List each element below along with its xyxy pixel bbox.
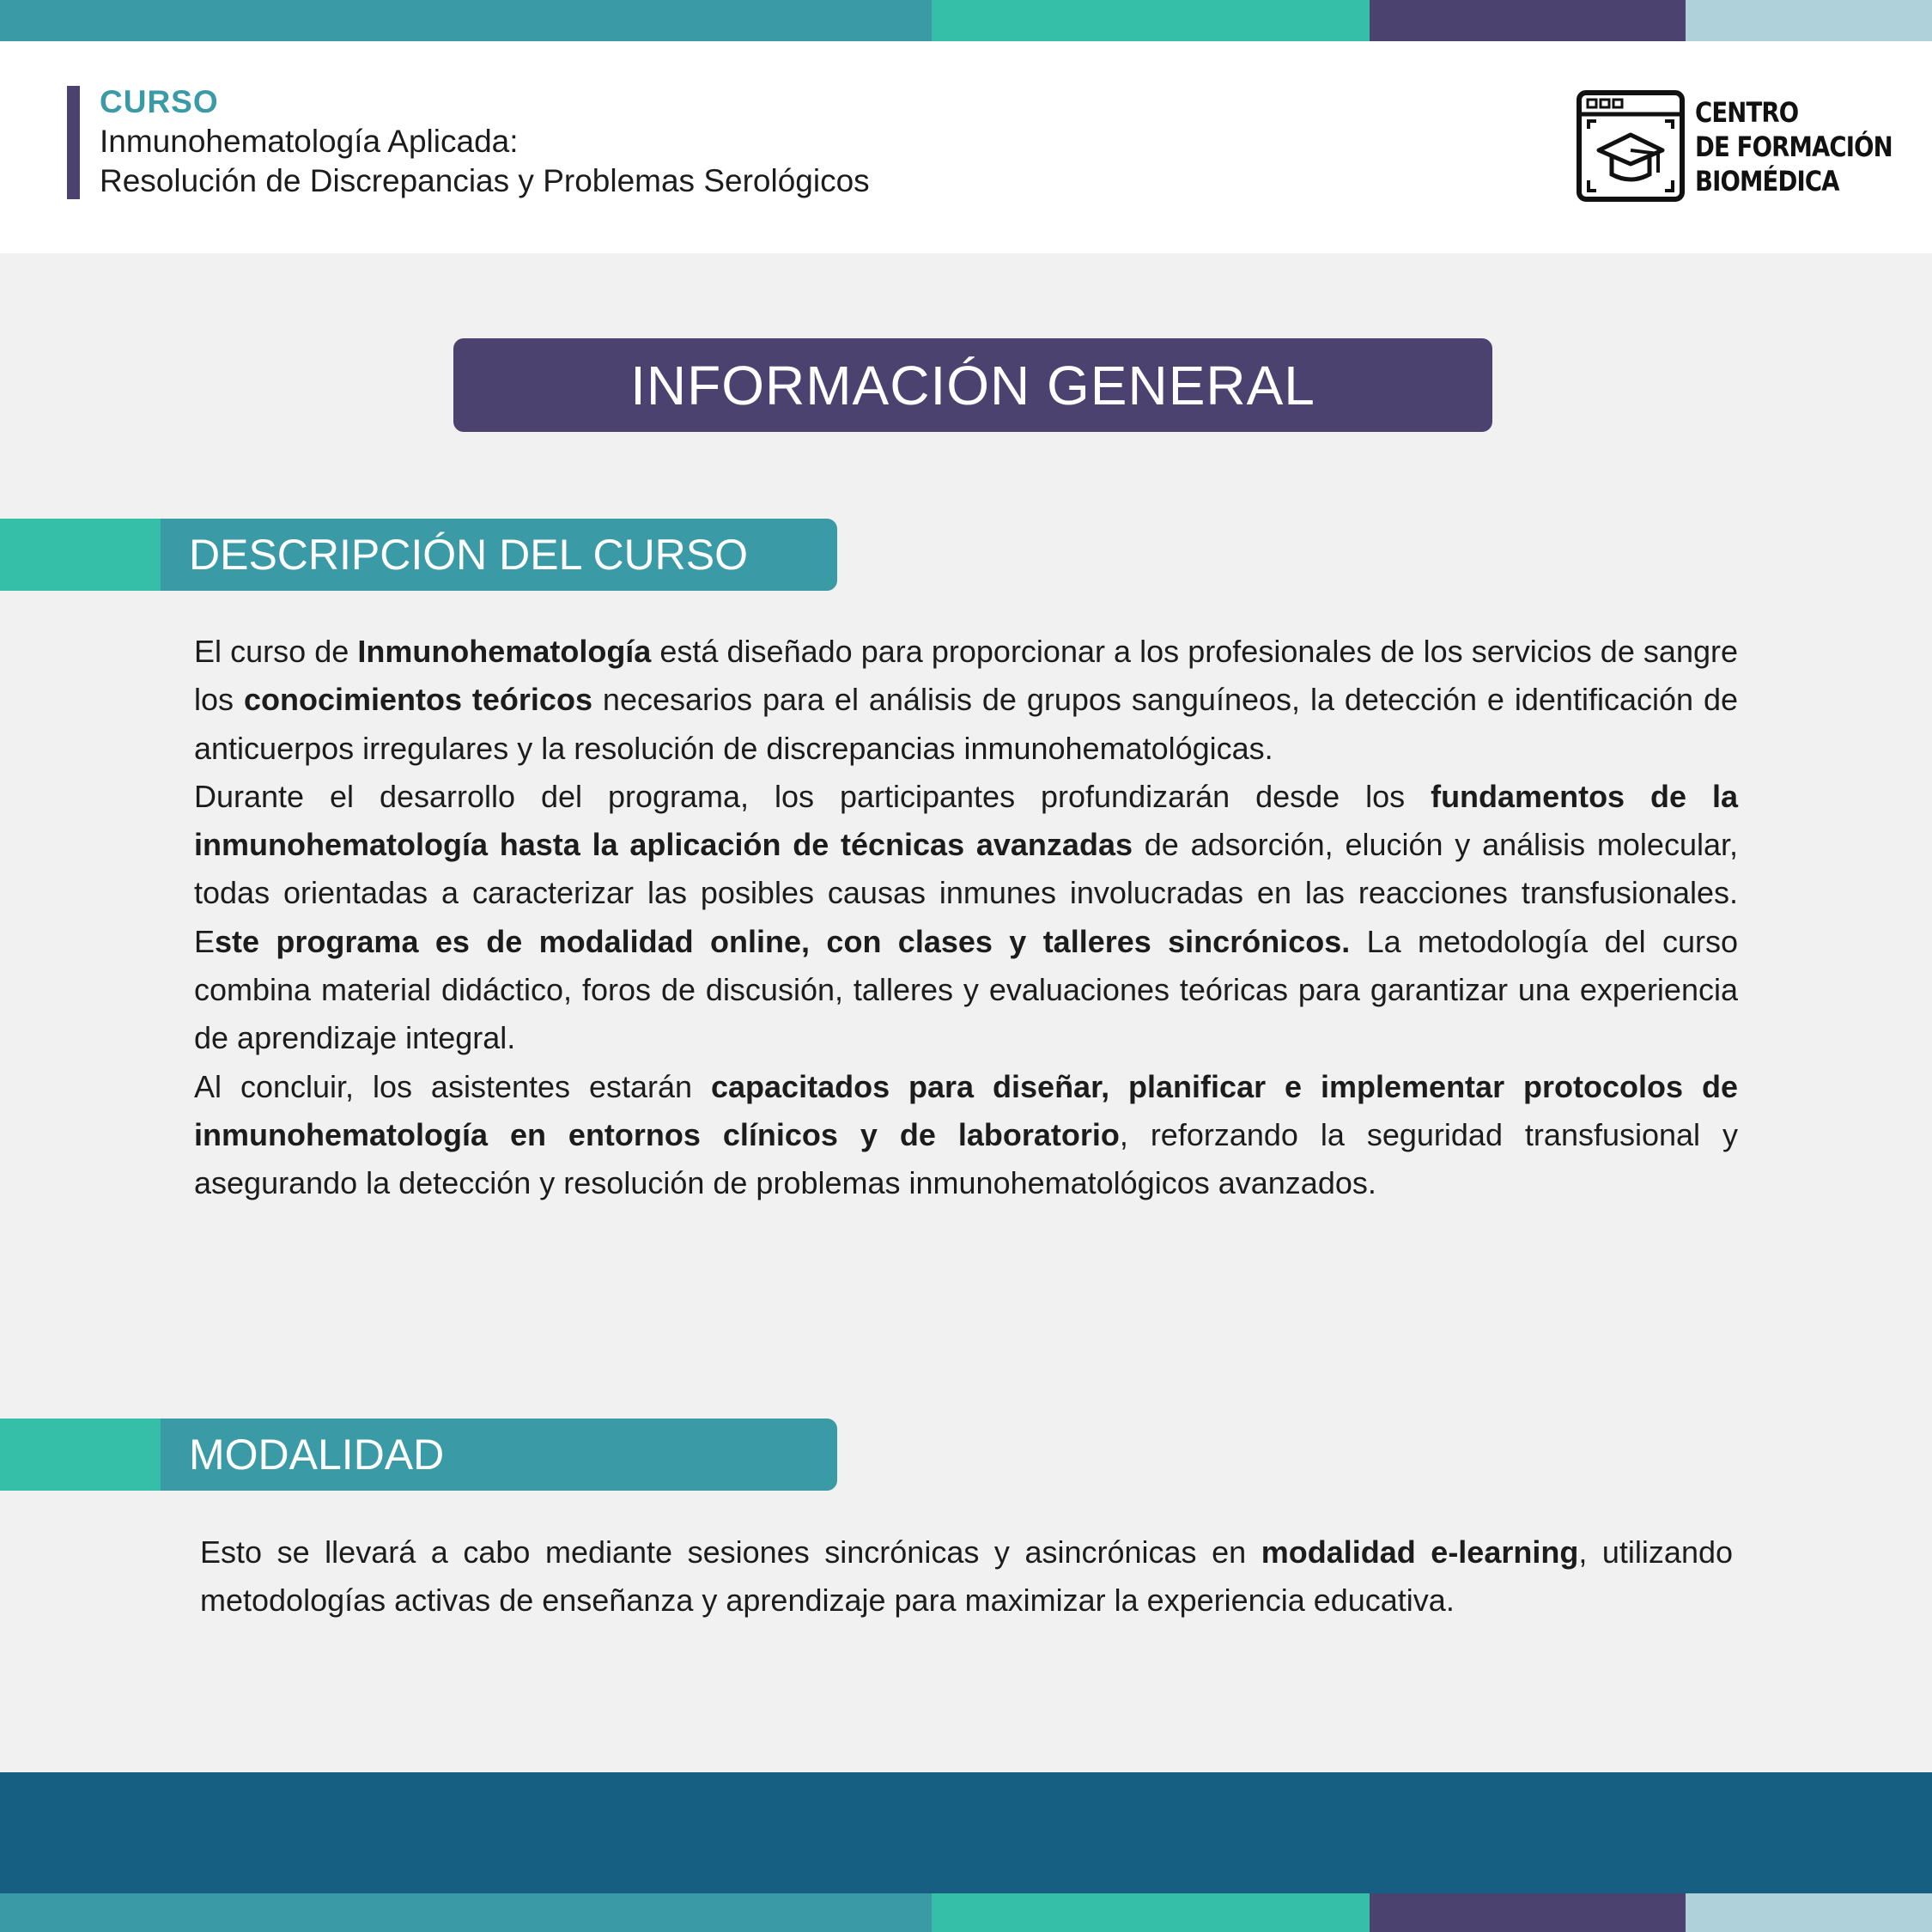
course-kicker: CURSO bbox=[100, 84, 219, 119]
text-run: de adsorción, elución y análisis molecular, todas orientadas a caracterizar las posibles causas inmunes involucradas en las reacciones transfusionales. E bbox=[194, 827, 1738, 959]
bold-run: capacitados para diseñar, planificar e implementar protocolos de inmunohematología en entornos clínicos y de laboratorio bbox=[194, 1068, 1738, 1152]
text-run: Durante el desarrollo del programa, los participantes profundizarán desde los bbox=[194, 778, 1431, 814]
modalidad-body bbox=[200, 1528, 1733, 1625]
section-accent-modalidad bbox=[0, 1419, 172, 1491]
bold-run: conocimientos teóricos bbox=[243, 682, 592, 718]
course-title-line1: Inmunohematología Aplicada: bbox=[100, 124, 519, 159]
section-heading-modalidad: MODALIDAD bbox=[161, 1419, 837, 1491]
stripe-segment-light-blue bbox=[1686, 0, 1932, 41]
stripe-segment-green bbox=[932, 1893, 1370, 1932]
stripe-segment-green bbox=[932, 0, 1370, 41]
descripcion-paragraph-3 bbox=[194, 1063, 1738, 1208]
header-accent-bar bbox=[67, 86, 80, 199]
footer-band bbox=[0, 1772, 1932, 1893]
descripcion-paragraph-1 bbox=[194, 628, 1738, 773]
section-accent-descripcion bbox=[0, 519, 172, 591]
stripe-segment-teal bbox=[0, 1893, 932, 1932]
main-title: INFORMACIÓN GENERAL bbox=[453, 338, 1492, 432]
text-run: , reforzando la seguridad transfusional y asegurando la detección y resolución de problemas inmunohematológicos avanzados. bbox=[194, 1116, 1739, 1201]
text-run: , utilizando metodologías activas de enseñanza y aprendizaje para maximizar la experiencia educativa. bbox=[200, 1534, 1734, 1619]
logo bbox=[1577, 90, 1893, 202]
logo-line1: CENTRO bbox=[1695, 96, 1799, 129]
graduation-cap-window-icon bbox=[1577, 90, 1685, 202]
stripe-segment-purple bbox=[1370, 1893, 1686, 1932]
text-run: El curso de bbox=[194, 634, 358, 669]
logo-line2: DE FORMACIÓN bbox=[1695, 131, 1893, 163]
stripe-segment-light-blue bbox=[1686, 1893, 1932, 1932]
text-run: Esto se llevará a cabo mediante sesiones sincrónicas y asincrónicas en bbox=[200, 1534, 1261, 1570]
stripe-segment-teal bbox=[0, 0, 932, 41]
course-title-line2: Resolución de Discrepancias y Problemas Serológicos bbox=[100, 163, 870, 198]
bold-run: Inmunohematología bbox=[357, 634, 652, 669]
top-color-stripe bbox=[0, 0, 1932, 41]
logo-wordmark bbox=[1695, 95, 1893, 198]
bold-run: ste programa es de modalidad online, con clases y talleres sincrónicos. bbox=[215, 923, 1351, 959]
header bbox=[0, 41, 1932, 253]
bold-run: modalidad e-learning bbox=[1261, 1534, 1579, 1570]
bold-run: fundamentos de la inmunohematología hasta la aplicación de técnicas avanzadas bbox=[194, 778, 1738, 863]
text-run: Al concluir, los asistentes estarán bbox=[194, 1068, 711, 1104]
logo-line3: BIOMÉDICA bbox=[1695, 165, 1839, 197]
text-run: La metodología del curso combina material didáctico, foros de discusión, talleres y evaluaciones teóricas para garantizar una experiencia de aprendizaje integral. bbox=[194, 923, 1739, 1056]
text-run: está diseñado para proporcionar a los profesionales de los servicios de sangre los bbox=[194, 634, 1738, 718]
stripe-segment-purple bbox=[1370, 0, 1686, 41]
descripcion-paragraph-2 bbox=[194, 773, 1738, 1063]
modalidad-paragraph-1 bbox=[200, 1528, 1733, 1625]
descripcion-body bbox=[194, 628, 1738, 1208]
text-run: necesarios para el análisis de grupos sanguíneos, la detección e identificación de anticuerpos irregulares y la resolución de discrepancias inmunohematológicas. bbox=[194, 682, 1738, 766]
section-heading-descripcion: DESCRIPCIÓN DEL CURSO bbox=[161, 519, 837, 591]
bottom-color-stripe bbox=[0, 1893, 1932, 1932]
